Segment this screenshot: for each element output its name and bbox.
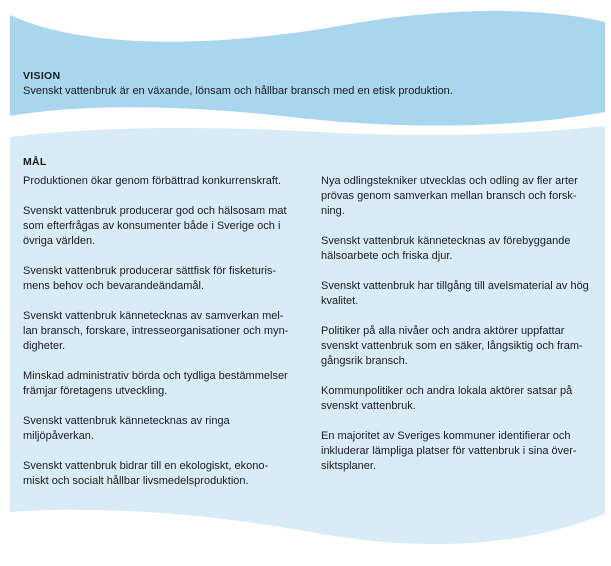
goal-item: Svenskt vattenbruk kännetecknas av samverkan mel- lan bransch, forskare, intresseorganisationer och myn- digheter. bbox=[23, 310, 289, 352]
goal-item: Produktionen ökar genom förbättrad konkurrenskraft. bbox=[23, 175, 282, 187]
goal-item: Svenskt vattenbruk har tillgång till avelsmaterial av hög kvalitet. bbox=[321, 280, 589, 307]
goal-item: Svenskt vattenbruk producerar sättfisk för fisketuris- mens behov och bevarandeändamål. bbox=[23, 265, 277, 292]
goal-item: En majoritet av Sveriges kommuner identifierar och inkluderar lämpliga platser för vattenbruk i sina över- siktsplaner. bbox=[321, 430, 577, 472]
vision-text: Svenskt vattenbruk är en växande, lönsam och hållbar bransch med en etisk produktion. bbox=[23, 85, 453, 97]
goals-section bbox=[23, 156, 593, 169]
goal-item: Nya odlingstekniker utvecklas och odling av fler arter prövas genom samverkan mellan bransch och forsk- ning. bbox=[321, 175, 578, 217]
goal-item: Svenskt vattenbruk kännetecknas av förebyggande hälsoarbete och friska djur. bbox=[321, 235, 571, 262]
goals-heading: MÅL bbox=[23, 156, 47, 168]
goal-item: Svenskt vattenbruk bidrar till en ekologiskt, ekono- miskt och socialt hållbar livsmedelsproduktion. bbox=[23, 460, 269, 487]
goals-left-column bbox=[23, 174, 295, 504]
goal-item: Svenskt vattenbruk kännetecknas av ringa miljöpåverkan. bbox=[23, 415, 230, 442]
goal-item: Svenskt vattenbruk producerar god och hälsosam mat som efterfrågas av konsumenter både i Sverige och i övriga världen. bbox=[23, 205, 287, 247]
vision-heading: VISION bbox=[23, 70, 61, 82]
vision-section bbox=[23, 70, 593, 98]
vision-banner-shape bbox=[10, 11, 605, 126]
goals-right-column bbox=[321, 174, 589, 489]
goal-item: Politiker på alla nivåer och andra aktörer uppfattar svenskt vattenbruk som en säker, långsiktig och fram- gångsrik bransch. bbox=[321, 325, 583, 367]
goal-item: Minskad administrativ börda och tydliga bestämmelser främjar företagens utveckling. bbox=[23, 370, 288, 397]
goal-item: Kommunpolitiker och andra lokala aktörer satsar på svenskt vattenbruk. bbox=[321, 385, 573, 412]
